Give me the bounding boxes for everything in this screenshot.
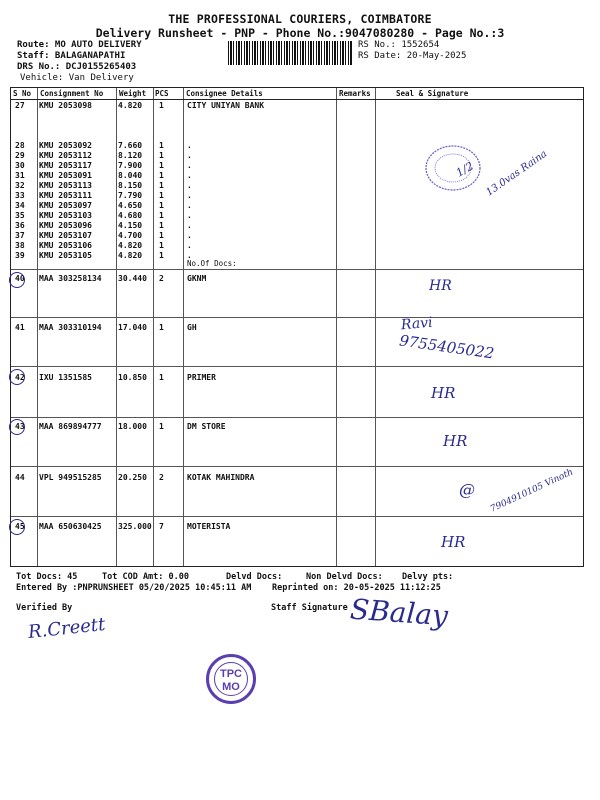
reprinted-on: Reprinted on: 20-05-2025 11:12:25 bbox=[272, 583, 441, 593]
row-weight: 18.000 bbox=[118, 422, 147, 431]
row-consignee: . bbox=[187, 161, 192, 170]
tpc-mo-stamp: TPC MO bbox=[206, 654, 256, 704]
row-consignment-no: KMU 2053092 bbox=[39, 141, 92, 150]
col-header-remarks: Remarks bbox=[339, 89, 371, 98]
row-consignment-no: MAA 303258134 bbox=[39, 274, 102, 283]
row-weight: 4.650 bbox=[118, 201, 143, 210]
staff-label: Staff: BALAGANAPATHI bbox=[17, 51, 126, 61]
row-consignment-no: KMU 2053096 bbox=[39, 221, 92, 230]
row-consignee: . bbox=[187, 181, 192, 190]
row-consignment-no: VPL 949515285 bbox=[39, 473, 102, 482]
circle-mark bbox=[9, 369, 25, 385]
drs-number: DRS No.: DCJ0155265403 bbox=[17, 62, 137, 72]
handwritten-phone-41: 9755405022 bbox=[398, 331, 496, 363]
row-consignee: . bbox=[187, 141, 192, 150]
row-sno: 31 bbox=[15, 171, 25, 180]
row-sno: 34 bbox=[15, 201, 25, 210]
row-weight: 8.040 bbox=[118, 171, 143, 180]
row-consignment-no: KMU 2053091 bbox=[39, 171, 92, 180]
row-sno: 41 bbox=[15, 323, 25, 332]
row-weight: 7.900 bbox=[118, 161, 143, 170]
row-consignment-no: MAA 869894777 bbox=[39, 422, 102, 431]
row-consignee: . bbox=[187, 221, 192, 230]
row-sno: 36 bbox=[15, 221, 25, 230]
circle-mark bbox=[9, 419, 25, 435]
row-consignment-no: MAA 303310194 bbox=[39, 323, 102, 332]
row-consignee: MOTERISTA bbox=[187, 522, 231, 531]
row-consignment-no: KMU 2053097 bbox=[39, 201, 92, 210]
row-consignment-no: IXU 1351585 bbox=[39, 373, 92, 382]
row-pcs: 1 bbox=[159, 221, 164, 230]
delivery-points: Delvy pts: bbox=[402, 572, 454, 582]
handwritten-sign-45: HR bbox=[441, 533, 466, 551]
row-consignment-no: KMU 2053098 bbox=[39, 101, 92, 110]
row-pcs: 1 bbox=[159, 171, 164, 180]
row-consignee: KOTAK MAHINDRA bbox=[187, 473, 255, 482]
row-consignment-no: KMU 2053117 bbox=[39, 161, 92, 170]
handwritten-phone-44: 7904910105 Vinoth bbox=[489, 467, 575, 515]
row-pcs: 2 bbox=[159, 274, 164, 283]
row-consignee: . bbox=[187, 211, 192, 220]
row-weight: 4.150 bbox=[118, 221, 143, 230]
row-pcs: 1 bbox=[159, 161, 164, 170]
staff-signature-label: Staff Signature bbox=[271, 603, 348, 613]
row-consignment-no: KMU 2053103 bbox=[39, 211, 92, 220]
row-pcs: 1 bbox=[159, 422, 164, 431]
circle-mark bbox=[9, 519, 25, 535]
row-sno: 39 bbox=[15, 251, 25, 260]
row-pcs: 1 bbox=[159, 191, 164, 200]
row-consignment-no: KMU 2053112 bbox=[39, 151, 92, 160]
row-pcs: 1 bbox=[159, 231, 164, 240]
rs-date: RS Date: 20-May-2025 bbox=[358, 51, 467, 61]
row-consignee: . bbox=[187, 171, 192, 180]
handwritten-sign-44: @ bbox=[459, 480, 475, 499]
row-consignee: . bbox=[187, 231, 192, 240]
staff-signature: SBalay bbox=[348, 592, 449, 633]
verified-by-label: Verified By bbox=[16, 603, 73, 613]
non-delivered-docs: Non Delvd Docs: bbox=[306, 572, 383, 582]
handwritten-sign-41: Ravi bbox=[400, 314, 434, 334]
row-weight: 10.850 bbox=[118, 373, 147, 382]
company-title: THE PROFESSIONAL COURIERS, COIMBATORE bbox=[168, 12, 432, 26]
circle-mark bbox=[9, 272, 25, 288]
row-consignment-no: KMU 2053113 bbox=[39, 181, 92, 190]
row-pcs: 1 bbox=[159, 241, 164, 250]
row-consignment-no: KMU 2053107 bbox=[39, 231, 92, 240]
row-sno: 33 bbox=[15, 191, 25, 200]
vehicle-label: Vehicle: Van Delivery bbox=[20, 73, 134, 83]
row-weight: 8.150 bbox=[118, 181, 143, 190]
row-pcs: 7 bbox=[159, 522, 164, 531]
row-weight: 30.440 bbox=[118, 274, 147, 283]
row-pcs: 1 bbox=[159, 151, 164, 160]
row-sno: 42 bbox=[15, 373, 25, 382]
rs-number: RS No.: 1552654 bbox=[358, 40, 440, 50]
handwritten-sign-42: HR bbox=[431, 384, 456, 402]
row-consignment-no: KMU 2053106 bbox=[39, 241, 92, 250]
row-weight: 4.680 bbox=[118, 211, 143, 220]
runsheet-table bbox=[10, 87, 584, 567]
row-weight: 7.790 bbox=[118, 191, 143, 200]
row-consignee: . bbox=[187, 201, 192, 210]
row-sno: 32 bbox=[15, 181, 25, 190]
handwritten-sign-43: HR bbox=[443, 432, 468, 450]
row-sno: 40 bbox=[15, 274, 25, 283]
row-consignee: CITY UNIYAN BANK bbox=[187, 101, 265, 110]
row-sno: 45 bbox=[15, 522, 25, 531]
row-weight: 4.700 bbox=[118, 231, 143, 240]
row-weight: 8.120 bbox=[118, 151, 143, 160]
row-weight: 325.000 bbox=[118, 522, 152, 531]
verified-by-signature: R.Creett bbox=[27, 614, 107, 643]
row-consignee: GKNM bbox=[187, 274, 207, 283]
row-consignee: . bbox=[187, 151, 192, 160]
entered-by: Entered By :PNPRUNSHEET 05/20/2025 10:45:11 AM bbox=[16, 583, 252, 593]
row-pcs: 1 bbox=[159, 373, 164, 382]
row-sno: 38 bbox=[15, 241, 25, 250]
row-pcs: 1 bbox=[159, 251, 164, 260]
row-consignee: . bbox=[187, 251, 192, 260]
row-weight: 4.820 bbox=[118, 101, 143, 110]
row-weight: 20.250 bbox=[118, 473, 147, 482]
row-weight: 4.820 bbox=[118, 241, 143, 250]
row-pcs: 1 bbox=[159, 181, 164, 190]
row-sno: 27 bbox=[15, 101, 25, 110]
route-label: Route: MO AUTO DELIVERY bbox=[17, 40, 142, 50]
col-header-sno: S No bbox=[13, 89, 32, 98]
runsheet-subtitle: Delivery Runsheet - PNP - Phone No.:9047080280 - Page No.:3 bbox=[95, 26, 505, 40]
row-pcs: 1 bbox=[159, 101, 164, 110]
row-consignee: PRIMER bbox=[187, 373, 216, 382]
row-weight: 4.820 bbox=[118, 251, 143, 260]
handwritten-fraction: 1/2 bbox=[453, 159, 476, 180]
row-pcs: 1 bbox=[159, 141, 164, 150]
col-header-consignment: Consignment No bbox=[40, 89, 104, 98]
row-consignee: DM STORE bbox=[187, 422, 226, 431]
row-sno: 37 bbox=[15, 231, 25, 240]
row-consignee: . bbox=[187, 191, 192, 200]
row-sno: 28 bbox=[15, 141, 25, 150]
handwritten-receiver: 13.0vas Raina bbox=[484, 148, 550, 199]
delivered-docs: Delvd Docs: bbox=[226, 572, 283, 582]
row-sno: 43 bbox=[15, 422, 25, 431]
col-header-weight: Weight bbox=[119, 89, 147, 98]
row-sno: 44 bbox=[15, 473, 25, 482]
no-of-docs-label: No.Of Docs: bbox=[187, 259, 237, 268]
row-consignee: GH bbox=[187, 323, 197, 332]
row-pcs: 1 bbox=[159, 201, 164, 210]
row-consignment-no: MAA 650630425 bbox=[39, 522, 102, 531]
col-header-seal-signature: Seal & Signature bbox=[396, 89, 469, 98]
handwritten-sign-40: HR bbox=[429, 278, 452, 294]
row-consignment-no: KMU 2053105 bbox=[39, 251, 92, 260]
row-sno: 35 bbox=[15, 211, 25, 220]
row-pcs: 1 bbox=[159, 323, 164, 332]
total-cod-amount: Tot COD Amt: 0.00 bbox=[102, 572, 189, 582]
row-sno: 30 bbox=[15, 161, 25, 170]
row-sno: 29 bbox=[15, 151, 25, 160]
row-pcs: 2 bbox=[159, 473, 164, 482]
col-header-consignee: Consignee Details bbox=[186, 89, 263, 98]
row-weight: 17.040 bbox=[118, 323, 147, 332]
row-pcs: 1 bbox=[159, 211, 164, 220]
row-weight: 7.660 bbox=[118, 141, 143, 150]
row-consignee: . bbox=[187, 241, 192, 250]
total-docs: Tot Docs: 45 bbox=[16, 572, 78, 582]
col-header-pcs: PCS bbox=[155, 89, 169, 98]
barcode bbox=[228, 41, 353, 65]
row-consignment-no: KMU 2053111 bbox=[39, 191, 92, 200]
